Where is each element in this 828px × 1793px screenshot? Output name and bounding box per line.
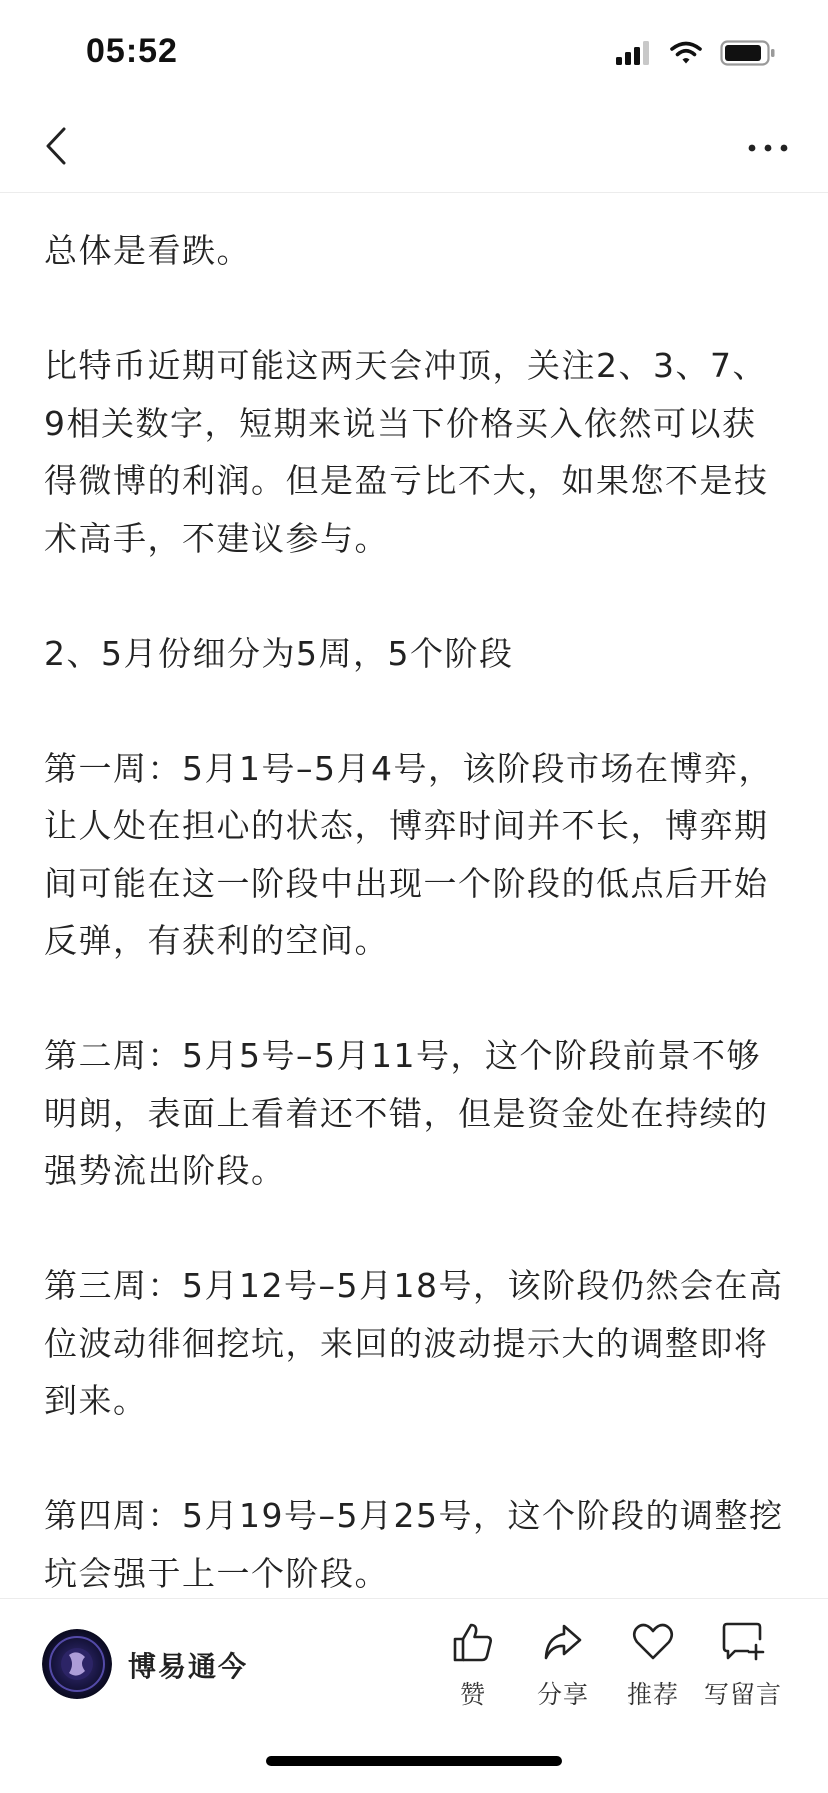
battery-icon: [720, 40, 776, 70]
wifi-icon: [670, 41, 702, 69]
home-indicator[interactable]: [266, 1756, 562, 1766]
article-paragraph: 第二周：5月5号–5月11号，这个阶段前景不够明朗，表面上看着还不错，但是资金处在持续的强势流出阶段。: [44, 1036, 769, 1190]
article-paragraph: 2、5月份细分为5周，5个阶段: [44, 633, 514, 673]
article-paragraph: 第一周：5月1号–5月4号，该阶段市场在博弈，让人处在担心的状态，博弈时间并不长，博弈期间可能在这一阶段中出现一个阶段的低点后开始反弹，有获利的空间。: [44, 748, 773, 960]
article-paragraph: 比特币近期可能这两天会冲顶，关注2、3、7、9相关数字，短期来说当下价格买入依然可以获得微博的利润。但是盈亏比不大，如果您不是技术高手，不建议参与。: [44, 346, 769, 558]
comment-add-icon: [720, 1619, 766, 1665]
like-button[interactable]: [428, 1619, 518, 1711]
like-label: 赞: [459, 1680, 486, 1709]
back-chevron-icon: [44, 126, 68, 170]
share-arrow-icon: [540, 1619, 586, 1665]
share-button[interactable]: [518, 1619, 608, 1711]
status-time: 05:52: [86, 32, 178, 70]
article-paragraph: 第三周：5月12号–5月18号，该阶段仍然会在高位波动徘徊挖坑，来回的波动提示大的调整即将到来。: [44, 1266, 784, 1420]
status-bar: [0, 0, 828, 100]
thumbs-up-icon: [450, 1619, 496, 1665]
comment-button[interactable]: [698, 1619, 788, 1711]
nav-bar: [0, 100, 828, 193]
more-button[interactable]: [736, 122, 800, 172]
back-button[interactable]: [28, 120, 84, 176]
author-name[interactable]: 博易通今: [128, 1650, 249, 1683]
recommend-button[interactable]: [608, 1619, 698, 1711]
share-label: 分享: [536, 1680, 589, 1709]
comment-label: 写留言: [703, 1680, 782, 1709]
status-icons: [616, 40, 776, 70]
author-avatar[interactable]: [42, 1629, 112, 1699]
more-dots-icon: [748, 138, 788, 157]
article-body: [44, 192, 788, 1596]
heart-icon: [630, 1619, 676, 1665]
article-paragraph: 总体是看跌。: [44, 231, 251, 270]
signal-icon: [616, 41, 652, 69]
article-paragraph: 第四周：5月19号–5月25号，这个阶段的调整挖坑会强于上一个阶段。: [44, 1496, 784, 1593]
recommend-label: 推荐: [626, 1680, 679, 1709]
